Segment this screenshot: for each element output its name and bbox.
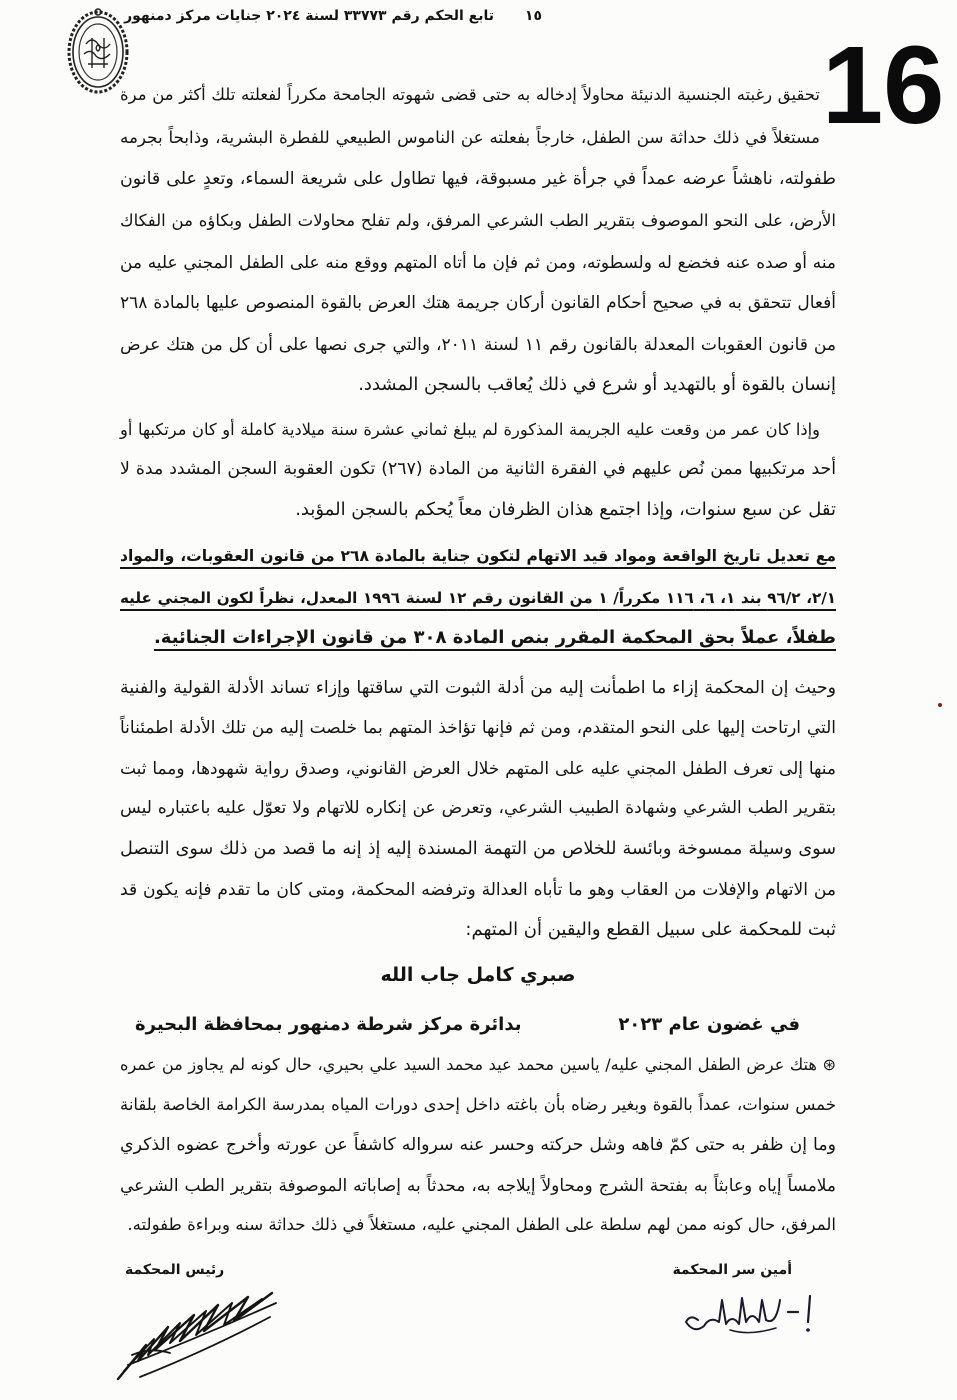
red-ink-mark [938, 703, 942, 707]
president-label: رئيس المحكمة [125, 1262, 225, 1278]
offense-place: بدائرة مركز شرطة دمنهور بمحافظة البحيرة [135, 1014, 522, 1035]
running-header [124, 4, 542, 28]
president-signature-icon [110, 1285, 280, 1385]
paragraph-4-line: وحيث إن المحكمة إزاء ما اطمأنت إليه من أدلة الثبوت التي ساقتها وإزاء تساند الأدلة القولية والفنية [120, 678, 836, 698]
paragraph-2-line: أحد مرتكبيها ممن نُص عليهم في الفقرة الثانية من المادة (٢٦٧) تكون العقوبة السجن المشدد مدة لا [120, 459, 836, 479]
amendment-line: مع تعديل تاريخ الواقعة ومواد قيد الاتهام لتكون جناية بالمادة ٢٦٨ من قانون العقوبات، والمواد [120, 547, 836, 565]
paragraph-1-line: مستغلاً في ذلك حداثة سن الطفل، خارجاً بفعلته عن الناموس الطبيعي للفطرة البشرية، وذابحاً بجرمه [120, 127, 820, 147]
secretary-signature-icon [680, 1290, 820, 1342]
paragraph-1-line: من قانون العقوبات المعدلة بالقانون رقم ١١ لسنة ٢٠١١، والتي جرى نصها على أن كل من هتك عرض [120, 335, 836, 355]
defendant-name: صبري كامل جاب الله [380, 964, 576, 986]
paragraph-2-line: تقل عن سبع سنوات، وإذا اجتمع هذان الظرفان معاً يُحكم بالسجن المؤبد. [295, 499, 836, 520]
paragraph-2-line: وإذا كان عمر من وقعت عليه الجريمة المذكورة لم يبلغ ثماني عشرة سنة ميلادية كاملة أو كان مرتكبها أو [120, 420, 820, 439]
charge-line: وما إن ظفر به حتى كمّ فاهه وشل حركته وحسر عنه سرواله كاشفاً عن عورته وأخرج عضوه الذكري [120, 1135, 836, 1155]
paragraph-1-line: إنسان بالقوة أو بالتهديد أو شرع في ذلك يُعاقب بالسجن المشدد. [358, 374, 836, 395]
charge-line: ⊛ هتك عرض الطفل المجني عليه/ ياسين محمد عيد محمد السيد علي بحيري، حال كونه لم يجاوز من عمره [120, 1055, 836, 1074]
page-reference: ١٥ [524, 8, 542, 24]
paragraph-4-line: سوى وسيلة ممسوخة وبائسة للخلاص من التهمة المسندة إليه إذ إنه ما قصد من ذلك سوى التنصل [120, 839, 836, 859]
paragraph-4-line: ثبت للمحكمة على سبيل القطع واليقين أن المتهم: [465, 919, 836, 940]
amendment-line: طفلاً، عملاً بحق المحكمة المقرر بنص المادة ٣٠٨ من قانون الإجراءات الجنائية. [153, 627, 836, 648]
paragraph-4-line: بتقرير الطب الشرعي وشهادة الطبيب الشرعي، وتعرض عن إنكاره للاتهام ولا تعوّل عليه باعتباره ليس [120, 798, 836, 818]
paragraph-4-line: منها إلى تعرف الطفل المجني عليه على المتهم خلال العرض القانوني، وصدق رواية شهودها، ومما ثبت [120, 758, 836, 778]
paragraph-1-line: تحقيق رغبته الجنسية الدنيئة محاولاً إدخاله به حتى قضى شهوته الجامحة مكرراً لفعلته تلك أكثر من مرة [120, 85, 820, 104]
paragraph-1-line: أفعال تتحقق به في صحيح أحكام القانون أركان جريمة هتك العرض بالقوة المنصوص عليها بالمادة ٢٦٨ [120, 293, 836, 313]
paragraph-1-line: الأرض، على النحو الموصوف بتقرير الطب الشرعي المرفق، ولم تفلح محاولات الطفل وبكاؤه من الفكاك [120, 211, 836, 230]
charge-line: ملامساً إياه وعابثاً به بفتحة الشرج ومحاولاً إيلاجه به، محدثاً به إصاباته الموصوفة بتقرير الطب الشرعي [120, 1175, 836, 1195]
offense-time: في غضون عام ٢٠٢٣ [618, 1014, 800, 1035]
secretary-label: أمين سر المحكمة [672, 1262, 792, 1278]
charge-line: المرفق، حال كونه ممن لهم سلطة على الطفل المجني عليه، مستغلاً في ذلك حداثة سنه وبراءة طفولته. [127, 1215, 836, 1234]
amendment-line: ٢/١، ٩٦/٢ بند ١، ٦، ١١٦ مكرراً/ ١ من القانون رقم ١٢ لسنة ١٩٩٦ المعدل، نظراً لكون المجني عليه [120, 589, 836, 607]
paragraph-1-line: منه أو صده عنه فخضع له ولسطوته، ومن ثم فإن ما أتاه المتهم ووقع منه على الطفل المجني عليه من [120, 252, 836, 272]
paragraph-1-line: طفولته، ناهشاً عرضه عمداً في جرأة غير مسبوقة، فيها تطاول على شريعة السماء، وتعدٍ على قانون [120, 169, 836, 189]
paragraph-4-line: التي ارتاحت إليها على النحو المتقدم، ومن ثم فإنها تؤاخذ المتهم بما خلصت إليه من تلك الأدلة اطمئناناً [120, 718, 836, 738]
running-title: تابع الحكم رقم ٣٣٧٧٣ لسنة ٢٠٢٤ جنايات مركز دمنهور [124, 8, 495, 24]
page-number: 16 [822, 24, 945, 147]
paragraph-4-line: من الاتهام والإفلات من العقاب وهو ما تأباه العدالة وترفضه المحكمة، ومتى كان ما تقدم فإنه يكون قد [120, 880, 836, 900]
charge-line: خمس سنوات، عمداً بالقوة وبغير رضاه بأن باغته داخل إحدى دورات المياه بمدرسة الكرامة الخاصة بلقانة [120, 1095, 836, 1114]
